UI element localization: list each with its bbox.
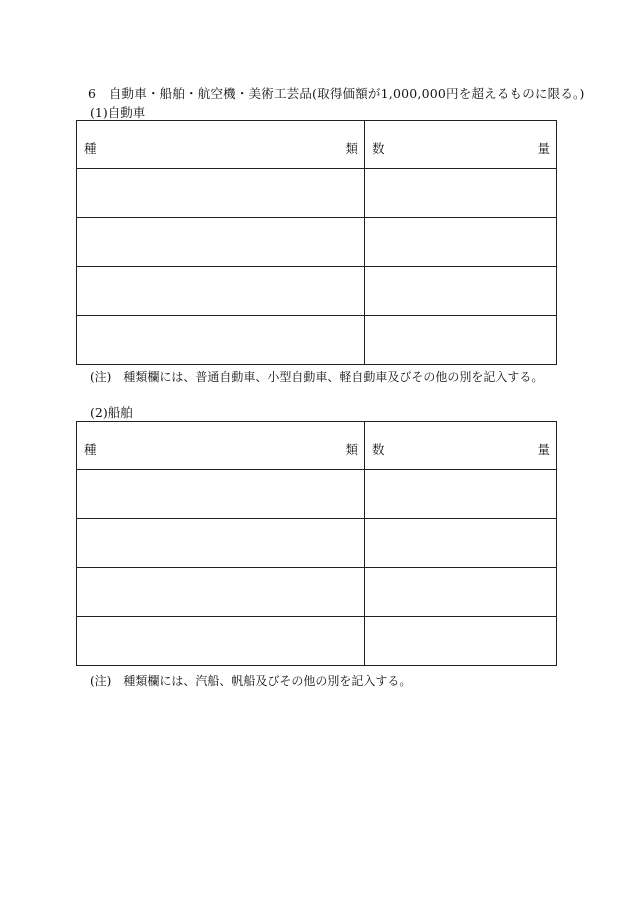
quantity-cell[interactable] <box>365 617 557 666</box>
table-header-row <box>77 121 557 169</box>
quantity-cell[interactable] <box>365 169 557 218</box>
type-header-left: 種 <box>84 141 97 156</box>
quantity-column-header <box>365 422 557 470</box>
table-row <box>77 316 557 365</box>
quantity-header-right: 量 <box>537 141 550 156</box>
vessel-table <box>76 421 557 666</box>
automobile-note: (注) 種類欄には、普通自動車、小型自動車、軽自動車及びその他の別を記入する。 <box>90 370 544 384</box>
type-cell[interactable] <box>77 470 365 519</box>
table-row <box>77 218 557 267</box>
type-cell[interactable] <box>77 617 365 666</box>
subsection-title-automobile: (1)自動車 <box>90 105 146 120</box>
quantity-cell[interactable] <box>365 470 557 519</box>
quantity-header-left: 数 <box>372 442 385 457</box>
table-row <box>77 470 557 519</box>
quantity-column-header <box>365 121 557 169</box>
table-row <box>77 617 557 666</box>
quantity-cell[interactable] <box>365 218 557 267</box>
type-cell[interactable] <box>77 267 365 316</box>
quantity-header-right: 量 <box>537 442 550 457</box>
quantity-cell[interactable] <box>365 519 557 568</box>
table-row <box>77 568 557 617</box>
type-header-left: 種 <box>84 442 97 457</box>
type-cell[interactable] <box>77 169 365 218</box>
type-column-header <box>77 422 365 470</box>
quantity-header-left: 数 <box>372 141 385 156</box>
type-cell[interactable] <box>77 519 365 568</box>
table-row <box>77 267 557 316</box>
subsection-title-vessel: (2)船舶 <box>90 405 133 420</box>
quantity-cell[interactable] <box>365 316 557 365</box>
type-cell[interactable] <box>77 568 365 617</box>
table-header-row <box>77 422 557 470</box>
type-column-header <box>77 121 365 169</box>
quantity-cell[interactable] <box>365 267 557 316</box>
type-cell[interactable] <box>77 316 365 365</box>
type-header-right: 類 <box>345 442 358 457</box>
quantity-cell[interactable] <box>365 568 557 617</box>
type-cell[interactable] <box>77 218 365 267</box>
table-row <box>77 519 557 568</box>
automobile-table <box>76 120 557 365</box>
table-row <box>77 169 557 218</box>
type-header-right: 類 <box>345 141 358 156</box>
vessel-note: (注) 種類欄には、汽船、帆船及びその他の別を記入する。 <box>90 674 412 688</box>
section-heading: 6 自動車・船舶・航空機・美術工芸品(取得価額が1,000,000円を超えるものに限る。) <box>88 86 585 101</box>
